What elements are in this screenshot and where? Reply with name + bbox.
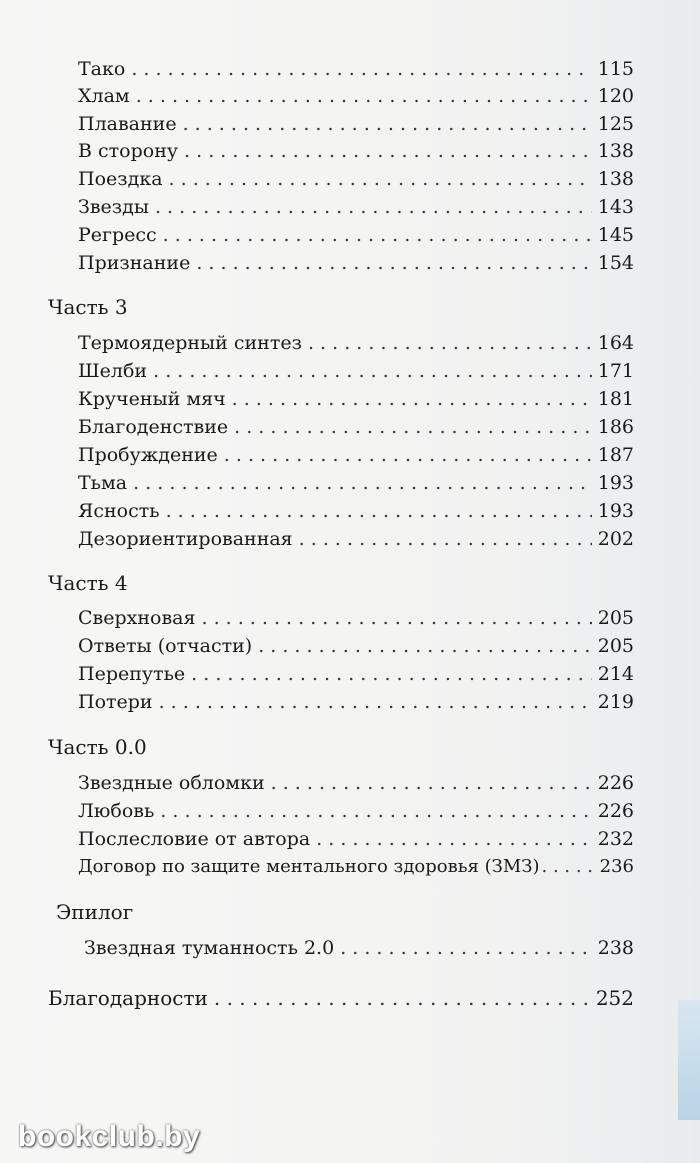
leader-dots xyxy=(232,387,592,411)
entry-page: 115 xyxy=(597,58,634,80)
leader-dots xyxy=(224,443,592,467)
entry-title: Поездка xyxy=(78,168,163,190)
entry-title: Тьма xyxy=(78,472,128,494)
leader-dots xyxy=(183,112,592,136)
toc-entry xyxy=(78,331,634,355)
leader-dots xyxy=(136,84,592,108)
toc-entry xyxy=(78,471,634,495)
part-heading: Часть 0.0 xyxy=(48,735,147,759)
entry-title: Любовь xyxy=(78,800,155,822)
toc-entry xyxy=(78,251,634,275)
entry-title: Пробуждение xyxy=(78,444,218,466)
entry-page: 205 xyxy=(597,635,634,657)
toc-entry xyxy=(78,771,634,795)
entry-title: Регресс xyxy=(78,224,157,246)
entry-page: 171 xyxy=(597,360,634,382)
entry-title: Потери xyxy=(78,691,153,713)
entry-page: 143 xyxy=(597,196,634,218)
leader-dots xyxy=(542,855,598,879)
entry-page: 193 xyxy=(597,472,634,494)
entry-page: 193 xyxy=(597,500,634,522)
toc-entry xyxy=(84,936,634,960)
toc-entry xyxy=(78,223,634,247)
toc-entry xyxy=(78,799,634,823)
entry-page: 181 xyxy=(597,388,634,410)
toc-entry xyxy=(78,57,634,81)
entry-title: В сторону xyxy=(78,140,179,162)
toc-entry xyxy=(78,387,634,411)
leader-dots xyxy=(153,359,592,383)
entry-page: 138 xyxy=(597,168,634,190)
entry-title: Хлам xyxy=(78,85,130,107)
entry-title: Сверхновая xyxy=(78,607,196,629)
entry-title: Шелби xyxy=(78,360,148,382)
leader-dots xyxy=(316,827,592,851)
entry-page: 145 xyxy=(597,224,634,246)
toc-entry xyxy=(78,139,634,163)
leader-dots xyxy=(340,936,592,960)
leader-dots xyxy=(196,251,591,275)
toc-entry xyxy=(78,415,634,439)
leader-dots xyxy=(201,606,591,630)
leader-dots xyxy=(131,57,591,81)
entry-page: 226 xyxy=(597,800,634,822)
entry-title: Благодарности xyxy=(48,986,208,1010)
entry-title: Благоденствие xyxy=(78,416,229,438)
leader-dots xyxy=(258,634,592,658)
entry-page: 214 xyxy=(597,663,634,685)
entry-title: Ответы (отчасти) xyxy=(78,635,253,657)
entry-page: 205 xyxy=(597,607,634,629)
toc-entry xyxy=(78,634,634,658)
entry-page: 187 xyxy=(597,444,634,466)
leader-dots xyxy=(160,799,591,823)
entry-page: 226 xyxy=(597,772,634,794)
entry-title: Ясность xyxy=(78,500,160,522)
page-edge-shadow xyxy=(678,1000,700,1120)
toc-entry xyxy=(78,359,634,383)
entry-page: 232 xyxy=(597,828,634,850)
entry-title: Дезориентированная xyxy=(78,528,293,550)
leader-dots xyxy=(271,771,592,795)
toc-entry-thanks xyxy=(48,986,634,1010)
entry-title: Признание xyxy=(78,252,191,274)
part-heading: Часть 3 xyxy=(48,295,128,319)
entry-page: 252 xyxy=(595,986,634,1010)
leader-dots xyxy=(166,499,592,523)
entry-page: 164 xyxy=(597,332,634,354)
toc-entry xyxy=(78,827,634,851)
entry-page: 125 xyxy=(597,113,634,135)
entry-page: 236 xyxy=(599,856,634,877)
entry-page: 219 xyxy=(597,691,634,713)
part-heading: Часть 4 xyxy=(48,571,128,595)
leader-dots xyxy=(169,167,592,191)
part-heading: Эпилог xyxy=(56,900,134,924)
entry-page: 186 xyxy=(597,416,634,438)
leader-dots xyxy=(159,690,592,714)
toc-entry xyxy=(78,443,634,467)
toc-entry xyxy=(78,112,634,136)
entry-title: Крученый мяч xyxy=(78,388,226,410)
leader-dots xyxy=(299,527,592,551)
toc-entry xyxy=(78,195,634,219)
entry-page: 202 xyxy=(597,528,634,550)
leader-dots xyxy=(214,986,590,1010)
toc-entry xyxy=(78,167,634,191)
entry-title: Договор по защите ментального здоровья (ЗМЗ) xyxy=(78,856,540,877)
toc-entry xyxy=(78,606,634,630)
entry-page: 120 xyxy=(597,85,634,107)
entry-page: 138 xyxy=(597,140,634,162)
leader-dots xyxy=(133,471,592,495)
entry-page: 154 xyxy=(597,252,634,274)
site-watermark: bookclub.by xyxy=(18,1120,201,1153)
leader-dots xyxy=(163,223,592,247)
toc-entry xyxy=(78,690,634,714)
entry-page: 238 xyxy=(597,937,634,959)
toc-entry xyxy=(78,527,634,551)
toc-entry xyxy=(78,499,634,523)
toc-entry xyxy=(78,855,634,879)
entry-title: Послесловие от автора xyxy=(78,828,311,850)
leader-dots xyxy=(234,415,592,439)
leader-dots xyxy=(191,662,592,686)
leader-dots xyxy=(184,139,592,163)
leader-dots xyxy=(155,195,592,219)
entry-title: Звезды xyxy=(78,196,149,218)
entry-title: Звездные обломки xyxy=(78,772,265,794)
toc-entry xyxy=(78,84,634,108)
leader-dots xyxy=(308,331,592,355)
toc-entry xyxy=(78,662,634,686)
entry-title: Звездная туманность 2.0 xyxy=(84,937,335,959)
entry-title: Перепутье xyxy=(78,663,186,685)
entry-title: Тако xyxy=(78,58,126,80)
entry-title: Термоядерный синтез xyxy=(78,332,302,354)
entry-title: Плавание xyxy=(78,113,177,135)
